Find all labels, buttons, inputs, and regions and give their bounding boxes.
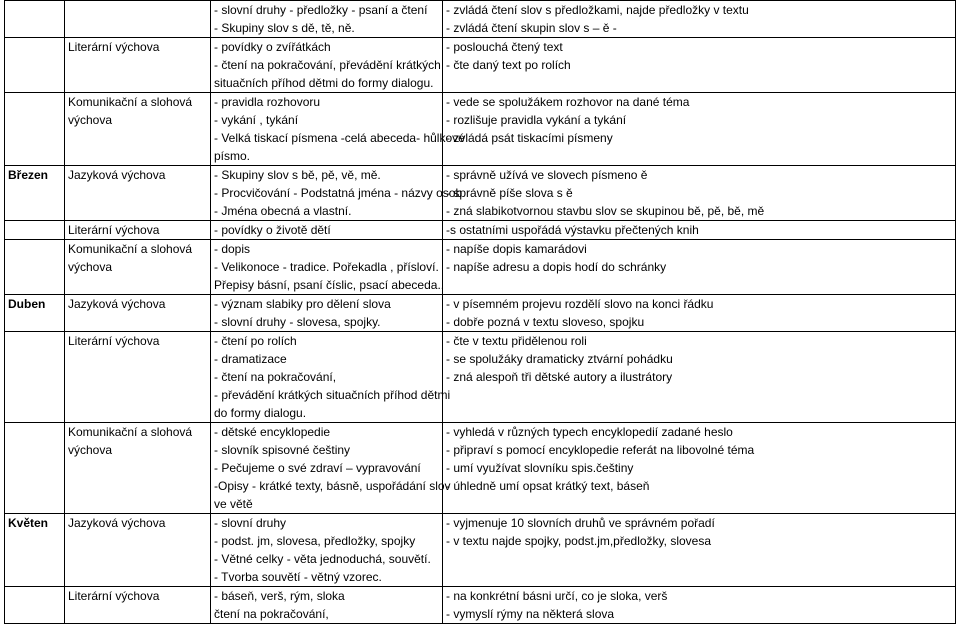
- outcome-line: - vyhledá v různých typech encyklopedií zadané heslo: [446, 425, 733, 439]
- topics-cell: [211, 295, 443, 332]
- month-cell: Duben: [5, 295, 65, 332]
- topic-line: - slovní druhy - předložky - psaní a čtení: [214, 3, 428, 17]
- outcomes-cell: [443, 587, 956, 624]
- topic-line: - Procvičování - Podstatná jména - názvy osob: [214, 186, 463, 200]
- outcome-line: - rozlišuje pravidla vykání a tykání: [446, 113, 627, 127]
- table-row: [5, 332, 956, 423]
- topic-line: -Opisy - krátké texty, básně, uspořádání slov: [214, 479, 451, 493]
- topic-line: - vykání , tykání: [214, 113, 299, 127]
- outcome-line: -s ostatními uspořádá výstavku přečtených knih: [446, 223, 699, 237]
- subject-cell: Komunikační a slohová výchova: [65, 93, 211, 166]
- table-row: [5, 295, 956, 332]
- month-cell: [5, 38, 65, 93]
- subject-cell: Komunikační a slohová výchova: [65, 240, 211, 295]
- outcomes-cell: [443, 93, 956, 166]
- outcome-line: - zvládá čtení skupin slov s – ě -: [446, 21, 617, 35]
- topics-cell: [211, 93, 465, 166]
- subject-cell: Jazyková výchova: [65, 166, 211, 221]
- topic-line: - Velikonoce - tradice. Pořekadla , přísloví.: [214, 260, 439, 274]
- month-cell: Květen: [5, 514, 65, 587]
- subject-cell: Literární výchova: [65, 221, 211, 240]
- month-cell: [5, 240, 65, 295]
- table-row: [5, 514, 956, 587]
- month-cell: [5, 93, 65, 166]
- topic-line: - čtení na pokračování,: [214, 370, 337, 384]
- topic-line: - slovní druhy - slovesa, spojky.: [214, 315, 381, 329]
- subject-cell: [65, 1, 211, 38]
- topic-line: - povídky o životě dětí: [214, 223, 331, 237]
- month-cell: [5, 587, 65, 624]
- topic-line: - čtení na pokračování, převádění krátkých: [214, 58, 441, 72]
- topic-line: - Skupiny slov s bě, pě, vě, mě.: [214, 168, 381, 182]
- outcome-line: - zvládá psát tiskacími písmeny: [446, 131, 613, 145]
- topics-cell: [211, 332, 451, 423]
- outcomes-cell: [443, 221, 956, 240]
- topic-line: do formy dialogu.: [214, 406, 307, 420]
- outcome-line: - čte daný text po rolích: [446, 58, 571, 72]
- topic-line: ve větě: [214, 497, 253, 511]
- curriculum-table: [4, 0, 956, 624]
- month-cell: [5, 221, 65, 240]
- topic-line: - slovní druhy: [214, 516, 287, 530]
- outcomes-cell: [443, 38, 956, 93]
- outcome-line: - zná slabikotvornou stavbu slov se skupinou bě, pě, bě, mě: [446, 204, 765, 218]
- topics-cell: [211, 514, 443, 587]
- outcome-line: - správně užívá ve slovech písmeno ě: [446, 168, 648, 182]
- subject-cell: Komunikační a slohová výchova: [65, 423, 211, 514]
- topics-cell: [211, 1, 443, 38]
- topic-line: - Pečujeme o své zdraví – vypravování: [214, 461, 421, 475]
- outcome-line: - dobře pozná v textu sloveso, spojku: [446, 315, 645, 329]
- outcomes-cell: [443, 1, 956, 38]
- outcome-line: - správně píše slova s ě: [446, 186, 573, 200]
- topic-line: - převádění krátkých situačních příhod dětmi: [214, 388, 451, 402]
- table-row: [5, 1, 956, 38]
- outcome-line: - poslouchá čtený text: [446, 40, 563, 54]
- topic-line: - dopis: [214, 242, 251, 256]
- outcomes-cell: [443, 423, 956, 514]
- topic-line: písmo.: [214, 149, 251, 163]
- table-row: [5, 93, 956, 166]
- subject-cell: Literární výchova: [65, 587, 211, 624]
- topic-line: - podst. jm, slovesa, předložky, spojky: [214, 534, 416, 548]
- outcome-line: - zná alespoň tři dětské autory a ilustrátory: [446, 370, 673, 384]
- topic-line: - pravidla rozhovoru: [214, 95, 321, 109]
- topics-cell: [211, 38, 443, 93]
- topic-line: Přepisy básní, psaní číslic, psací abeceda..: [214, 278, 445, 292]
- outcome-line: - vyjmenuje 10 slovních druhů ve správném pořadí: [446, 516, 715, 530]
- outcome-line: - čte v textu přidělenou roli: [446, 334, 587, 348]
- outcome-line: - napíše adresu a dopis hodí do schránky: [446, 260, 667, 274]
- topics-cell: [211, 166, 463, 221]
- outcome-line: - úhledně umí opsat krátký text, báseň: [446, 479, 650, 493]
- topics-cell: [211, 423, 451, 514]
- outcomes-cell: [443, 295, 956, 332]
- outcomes-cell: [443, 514, 956, 587]
- topics-cell: [211, 240, 443, 295]
- month-cell: [5, 332, 65, 423]
- outcome-line: - zvládá čtení slov s předložkami, najde předložky v textu: [446, 3, 749, 17]
- outcome-line: - napíše dopis kamarádovi: [446, 242, 587, 256]
- outcomes-cell: [443, 240, 956, 295]
- outcomes-cell: [443, 166, 956, 221]
- topic-line: - dětské encyklopedie: [214, 425, 331, 439]
- outcomes-cell: [443, 332, 956, 423]
- subject-cell: Literární výchova: [65, 38, 211, 93]
- outcome-line: - vymyslí rýmy na některá slova: [446, 607, 615, 621]
- outcome-line: - se spolužáky dramaticky ztvární pohádku: [446, 352, 673, 366]
- outcome-line: - v písemném projevu rozdělí slovo na konci řádku: [446, 297, 714, 311]
- subject-cell: Literární výchova: [65, 332, 211, 423]
- topic-line: - Tvorba souvětí - větný vzorec.: [214, 570, 382, 584]
- outcome-line: - vede se spolužákem rozhovor na dané téma: [446, 95, 690, 109]
- month-cell: [5, 423, 65, 514]
- topic-line: - Větné celky - věta jednoduchá, souvětí.: [214, 552, 431, 566]
- outcome-line: - připraví s pomocí encyklopedie referát na libovolné téma: [446, 443, 755, 457]
- topic-line: - Skupiny slov s dě, tě, ně.: [214, 21, 355, 35]
- topics-cell: [211, 587, 443, 624]
- table-row: [5, 221, 956, 240]
- table-row: [5, 423, 956, 514]
- outcome-line: - na konkrétní básni určí, co je sloka, verš: [446, 589, 668, 603]
- topic-line: - povídky o zvířátkách: [214, 40, 331, 54]
- topic-line: - čtení po rolích: [214, 334, 297, 348]
- topic-line: situačních příhod dětmi do formy dialogu.: [214, 76, 434, 90]
- topic-line: - dramatizace: [214, 352, 287, 366]
- topic-line: - báseň, verš, rým, sloka: [214, 589, 345, 603]
- subject-cell: Jazyková výchova: [65, 514, 211, 587]
- month-cell: Březen: [5, 166, 65, 221]
- outcome-line: - umí využívat slovníku spis.češtiny: [446, 461, 634, 475]
- table-row: [5, 587, 956, 624]
- table-row: [5, 240, 956, 295]
- table-row: [5, 38, 956, 93]
- table-row: [5, 166, 956, 221]
- topic-line: - slovník spisovné češtiny: [214, 443, 351, 457]
- outcome-line: - v textu najde spojky, podst.jm,předložky, slovesa: [446, 534, 712, 548]
- topic-line: čtení na pokračování,: [214, 607, 329, 621]
- topics-cell: [211, 221, 443, 240]
- topic-line: - Jména obecná a vlastní.: [214, 204, 352, 218]
- subject-cell: Jazyková výchova: [65, 295, 211, 332]
- month-cell: [5, 1, 65, 38]
- topic-line: - význam slabiky pro dělení slova: [214, 297, 391, 311]
- topic-line: - Velká tiskací písmena -celá abeceda- hůlkové: [214, 131, 465, 145]
